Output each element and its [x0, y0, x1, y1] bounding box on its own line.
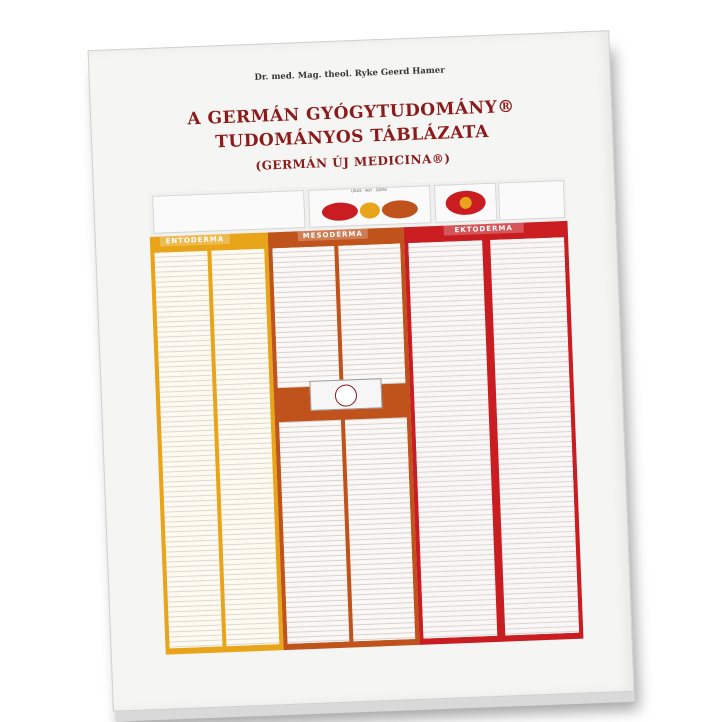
- subtitle: (GERMÁN ÚJ MEDICINA®): [255, 151, 451, 173]
- top-brain-block: [434, 183, 497, 223]
- endoderma-column: [150, 232, 284, 654]
- brain-icon: [435, 184, 496, 222]
- book: [88, 30, 633, 709]
- ektoderma-text-grid: [408, 237, 579, 639]
- title-line-1: A GERMÁN GYÓGYTUDOMÁNY®: [187, 96, 516, 130]
- ektoderma-header: EKTODERMA: [444, 223, 524, 236]
- endoderma-header: ENTODERMA: [160, 234, 230, 247]
- center-emblem-box: [309, 378, 382, 411]
- endoderma-text-grid: [154, 249, 279, 649]
- medicine-table-chart: [148, 177, 583, 655]
- emblem-icon: [335, 384, 358, 407]
- mesoderma-text-grid: [272, 243, 415, 644]
- top-text-block-left: [152, 190, 305, 234]
- title-line-2: TUDOMÁNYOS TÁBLÁZATA: [214, 121, 490, 153]
- top-diagram-block: [308, 185, 431, 228]
- book-cover: [88, 30, 635, 712]
- top-caption: LÉLEK - AGY - SZERV: [351, 187, 388, 194]
- top-text-block-right: [498, 180, 565, 221]
- mesoderma-header: MESODERMA: [298, 229, 368, 242]
- mesoderma-column: [268, 227, 420, 650]
- author: Dr. med. Mag. theol. Ryke Geerd Hamer: [254, 65, 445, 83]
- ektoderma-column: [404, 221, 584, 645]
